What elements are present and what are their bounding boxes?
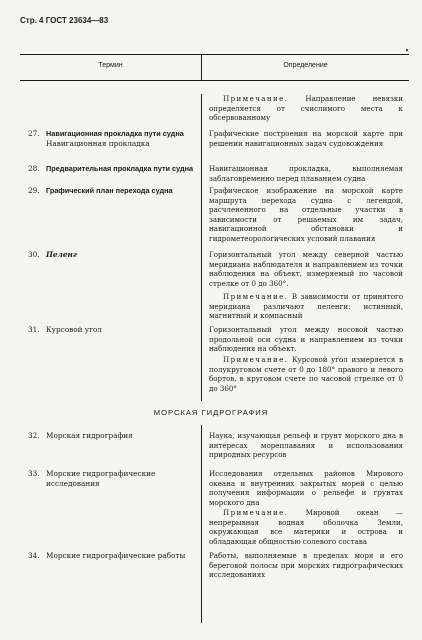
margin-mark: • <box>404 47 409 55</box>
note-label: Примечание. <box>223 508 289 517</box>
term-entry-34 <box>28 551 196 561</box>
column-divider-upper <box>201 94 202 401</box>
term-number: 30. <box>28 250 40 259</box>
column-header-term: Термин <box>98 62 123 69</box>
term-text: Навигационная прокладка пути судна <box>46 129 184 138</box>
definition-34: Работы, выполняемые в пределах моря и его береговой полосы при морских гидрографических исследованиях <box>209 551 403 580</box>
term-number: 28. <box>28 164 40 173</box>
section-title: МОРСКАЯ ГИДРОГРАФИЯ <box>153 408 269 417</box>
term-text: Пеленг <box>46 250 77 259</box>
term-entry-32 <box>28 431 196 441</box>
note-label: Примечание. <box>223 94 289 103</box>
term-text: Морские гидрографические исследования <box>46 469 156 488</box>
page-header: Стр. 4 ГОСТ 23634—83 <box>20 16 109 25</box>
note-label: Примечание. <box>223 292 289 301</box>
term-number: 33. <box>28 469 40 478</box>
term-text: Морские гидрографические работы <box>46 551 186 560</box>
note-33 <box>209 508 403 546</box>
term-text: Курсовой угол <box>46 325 102 334</box>
definition-30: Горизонтальный угол между северной частью меридиана наблюдателя и направлением из точки наблюдения на объект, измеряемый по часовой стрелке от 0 до 360°. <box>209 250 403 288</box>
header-bottom-rule <box>20 80 409 81</box>
definition-27: Графические построения на морской карте при решении навигационных задач судовождения <box>209 129 403 148</box>
header-column-divider <box>201 54 202 80</box>
column-header-definition: Определение <box>283 62 328 69</box>
term-number: 29. <box>28 186 40 195</box>
term-number: 34. <box>28 551 40 560</box>
note-text: Направление невязки определяется от счислимого места к обсервованному <box>209 94 403 123</box>
term-entry-33 <box>28 469 196 488</box>
note-text: Мировой океан — непрерывная водная оболочка Земли, окружающая все материки и острова и обладающая общностью солевого состава <box>209 508 403 546</box>
term-text: Графический план перехода судна <box>46 186 173 195</box>
term-number: 32. <box>28 431 40 440</box>
term-entry-31 <box>28 325 196 335</box>
definition-28: Навигационная прокладка, выполняемая заблаговременно перед плаванием судна <box>209 164 403 183</box>
note-text: В зависимости от принятого меридиана различают пеленги: истинный, магнитный и компасный <box>209 292 403 321</box>
intro-note <box>209 94 403 123</box>
note-31 <box>209 355 403 393</box>
definition-32: Наука, изучающая рельеф и грунт морского дна в интересах мореплавания и использования природных ресурсов <box>209 431 403 460</box>
term-entry-28 <box>28 164 196 174</box>
column-divider-lower <box>201 425 202 623</box>
note-label: Примечание. <box>223 355 289 364</box>
note-text: Курсовой угол измеряется в полукруговом счете от 0 до 180° правого и левого бортов, в круговом счете по часовой стрелке от 0 до 360° <box>209 355 403 393</box>
term-entry-30 <box>28 250 196 260</box>
term-entry-27 <box>28 129 196 148</box>
term-text: Предварительная прокладка пути судна <box>46 164 194 173</box>
term-entry-29 <box>28 186 196 196</box>
definition-31: Горизонтальный угол между носовой частью продольной оси судна и направлением из точки наблюдения на объект. <box>209 325 403 354</box>
term-text: Морская гидрография <box>46 431 133 440</box>
note-30 <box>209 292 403 321</box>
term-number: 31. <box>28 325 40 334</box>
term-number: 27. <box>28 129 40 138</box>
term-synonym: Навигационная прокладка <box>46 138 150 148</box>
table-top-rule <box>20 54 409 55</box>
definition-29: Графическое изображение на морской карте маршрута перехода судна с легендой, расчлененного на отдельные участки в зависимости от решаемых им задач, навигационной обстановки и гидрометеорологических условий плавания <box>209 186 403 243</box>
definition-33: Исследования отдельных районов Мирового океана и внутренних закрытых морей с целью получения информации о рельефе и грунтах морского дна <box>209 469 403 507</box>
